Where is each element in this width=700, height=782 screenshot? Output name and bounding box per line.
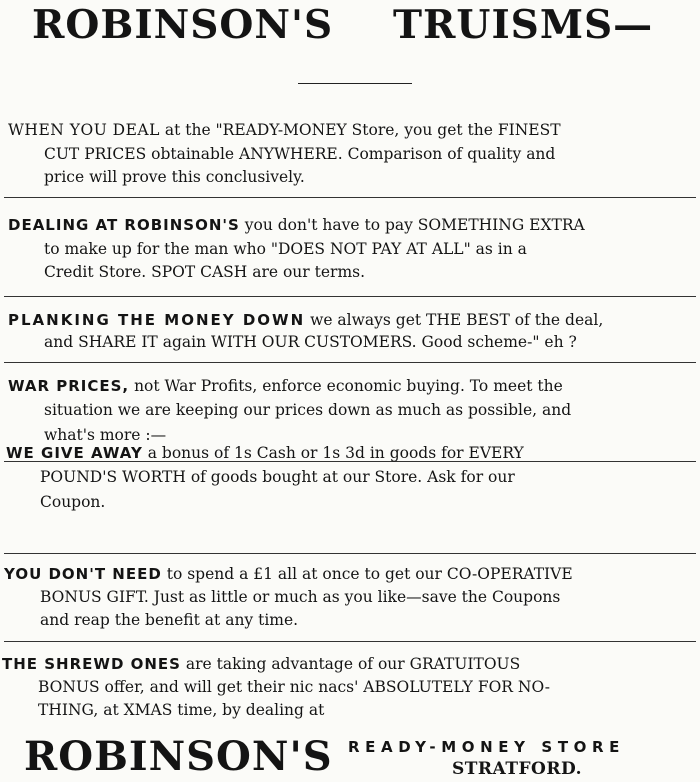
paragraph-line: and reap the benefit at any time. [40,611,299,629]
paragraph-text: we always get THE BEST of the deal, [305,311,604,329]
paragraph-lead: YOU DON'T NEED [4,565,162,583]
title-underline [298,83,412,84]
paragraph-line: to make up for the man who "DOES NOT PAY AT ALL" as in a [44,240,527,258]
paragraph-line: Coupon. [40,493,106,511]
paragraph-line: POUND'S WORTH of goods bought at our Store. Ask for our [40,468,515,486]
paragraph-text: at the "READY-MONEY Store, you get the FINEST [159,121,561,139]
paragraph-line: BONUS GIFT. Just as little or much as you like—save the Coupons [40,588,561,606]
paragraph-lead: THE SHREWD ONES [2,655,181,673]
divider [4,362,696,363]
paragraph-text: a bonus of 1s Cash or 1s 3d in goods for EVERY [142,444,524,462]
divider [4,553,696,554]
paragraph-lead: PLANKING THE MONEY DOWN [8,311,306,329]
paragraph-line [2,653,520,675]
paragraph-line [8,214,585,236]
paragraph-line: BONUS offer, and will get their nic nacs' ABSOLUTELY FOR NO- [38,678,550,696]
paragraph-lead: DEALING AT ROBINSON'S [8,216,240,234]
paragraph-line [8,119,561,141]
store-type: READY-MONEY STORE [348,738,625,756]
store-name: ROBINSON'S [24,733,333,780]
advert-title [0,2,700,50]
divider [4,641,696,642]
paragraph-line: price will prove this conclusively. [44,168,305,186]
paragraph-text: are taking advantage of our GRATUITOUS [180,655,521,673]
paragraph-text: you don't have to pay SOMETHING EXTRA [239,216,585,234]
paragraph-line: Credit Store. SPOT CASH are our terms. [44,263,366,281]
title-right: TRUISMS— [393,2,654,48]
paragraph-line: and SHARE IT again WITH OUR CUSTOMERS. Good scheme-" eh ? [44,333,577,351]
store-town: STRATFORD. [452,759,583,779]
divider [4,296,696,297]
paragraph-line [4,563,573,585]
paragraph-line: situation we are keeping our prices down as much as possible, and [44,401,572,419]
paragraph-line: CUT PRICES obtainable ANYWHERE. Comparison of quality and [44,145,556,163]
paragraph-line [8,375,563,397]
paragraph-lead: WAR PRICES, [8,377,130,395]
paragraph-lead: WE GIVE AWAY [6,444,143,462]
paragraph-line: what's more :— [44,426,167,444]
title-left: ROBINSON'S [32,2,334,48]
paragraph-text: to spend a £1 all at once to get our CO-OPERATIVE [161,565,573,583]
paragraph-lead: WHEN YOU DEAL [8,121,160,139]
paragraph-line [8,309,603,331]
paragraph-line [6,442,524,464]
paragraph-line: THING, at XMAS time, by dealing at [38,701,325,719]
divider [4,197,696,198]
paragraph-text: not War Profits, enforce economic buying. To meet the [129,377,563,395]
